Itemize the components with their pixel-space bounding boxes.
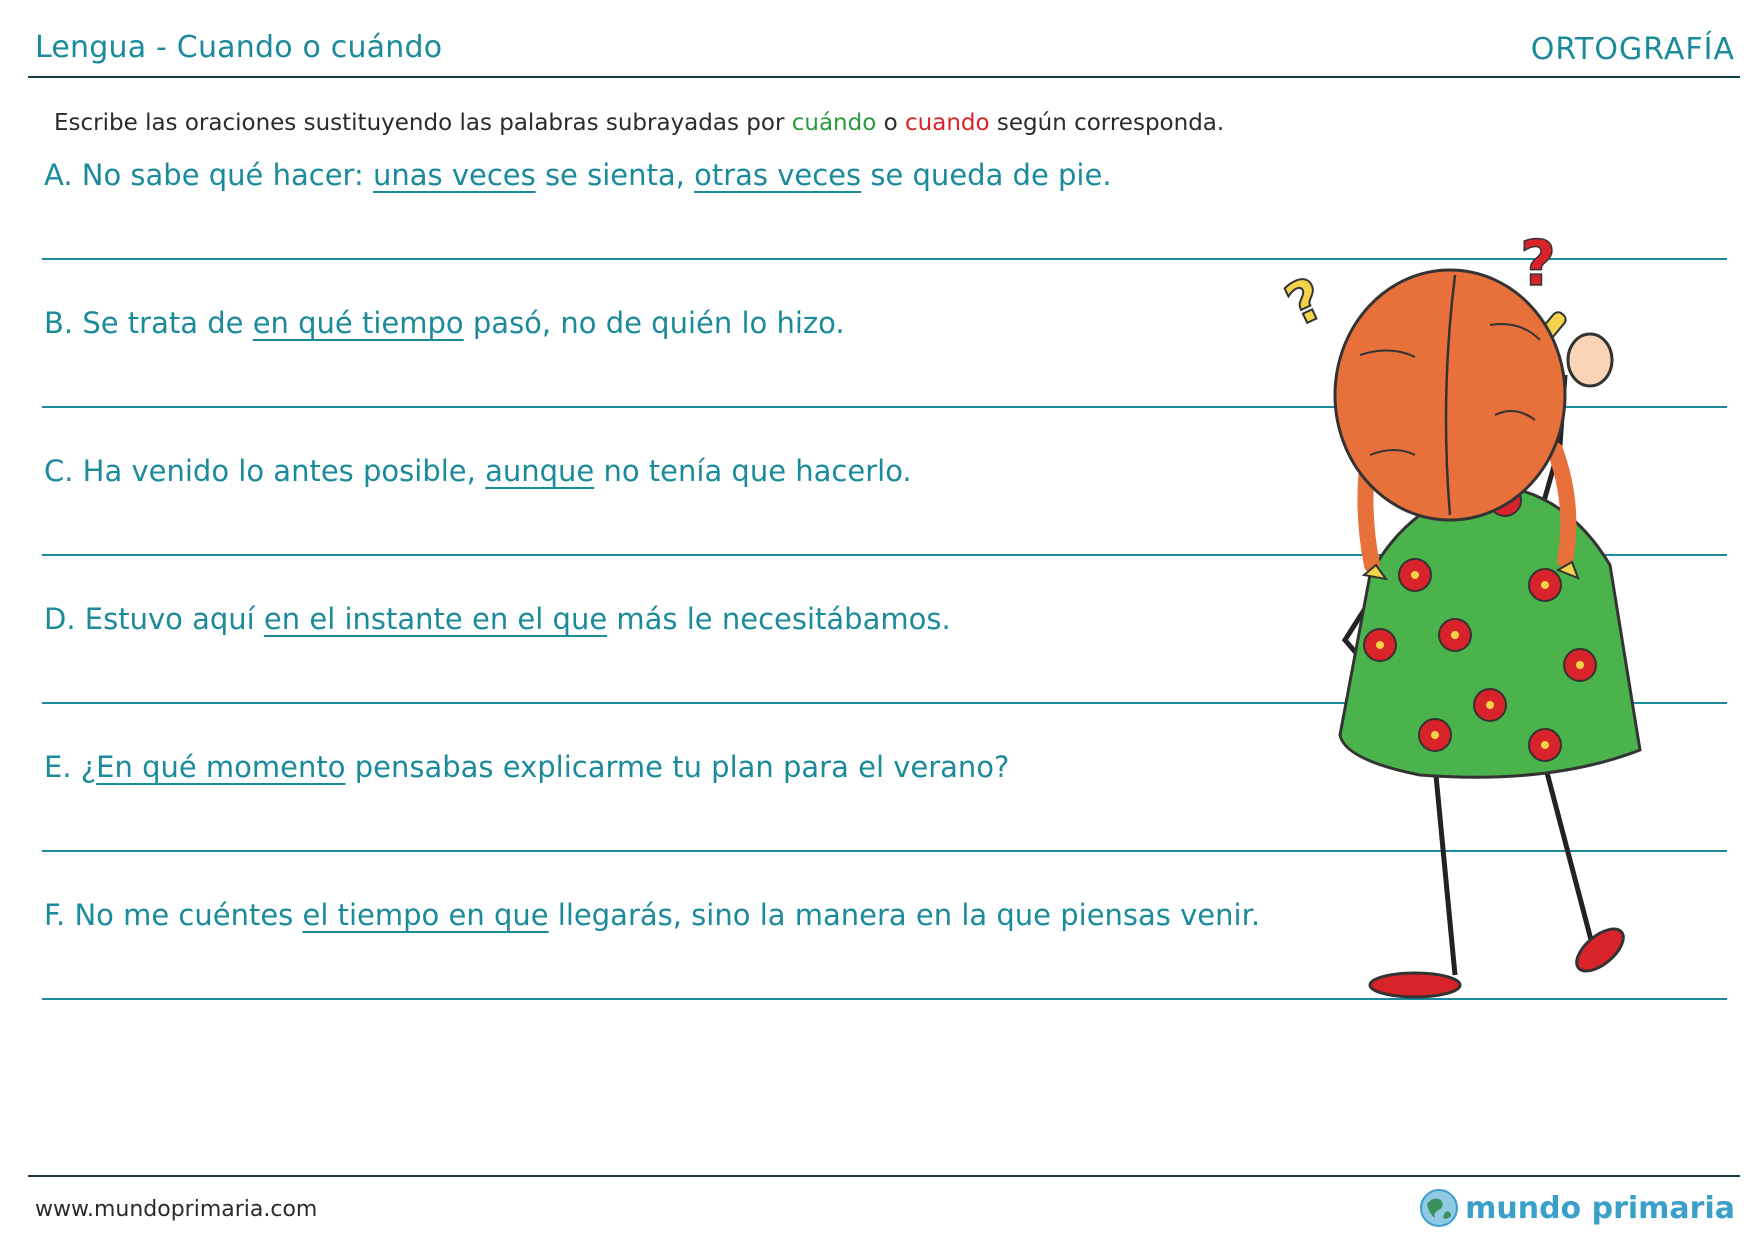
sentence-text: se queda de pie. xyxy=(861,158,1112,192)
exercise-sentence xyxy=(44,454,912,494)
question-mark-icon: ? xyxy=(1520,227,1556,300)
sentence-text: pasó, no de quién lo hizo. xyxy=(463,306,845,340)
sentence-text: A. No sabe qué hacer: xyxy=(44,158,373,192)
instructions-text-2: o xyxy=(876,110,905,136)
sentence-text: pensabas explicarme tu plan para el verano? xyxy=(345,750,1010,784)
footer-url[interactable]: www.mundoprimaria.com xyxy=(35,1197,318,1222)
sentence-text: se sienta, xyxy=(535,158,695,192)
footer-divider xyxy=(28,1175,1740,1177)
sentence-text: E. ¿ xyxy=(44,750,97,784)
exercise-sentence xyxy=(44,898,1260,938)
sentence-text: F. No me cuéntes xyxy=(44,898,303,932)
page-title: Lengua - Cuando o cuándo xyxy=(35,30,443,65)
underlined-phrase: aunque xyxy=(485,454,595,488)
sentence-text: llegarás, sino la manera en la que piensas venir. xyxy=(548,898,1261,932)
underlined-phrase: otras veces xyxy=(694,158,862,192)
sentence-text: no tenía que hacerlo. xyxy=(594,454,912,488)
girl-illustration xyxy=(1275,227,1690,1005)
sentence-text: D. Estuvo aquí xyxy=(44,602,264,636)
exercise-sentence xyxy=(44,158,1112,198)
sentence-text: B. Se trata de xyxy=(44,306,253,340)
keyword-cuando-accent: cuándo xyxy=(791,110,877,136)
sentence-text: más le necesitábamos. xyxy=(607,602,951,636)
underlined-phrase: en el instante en el que xyxy=(263,602,608,636)
logo-text: mundo primaria xyxy=(1465,1190,1735,1226)
globe-icon xyxy=(1419,1188,1459,1228)
instructions-text-1: Escribe las oraciones sustituyendo las palabras subrayadas por xyxy=(54,110,792,136)
underlined-phrase: en qué tiempo xyxy=(252,306,464,340)
exercise-sentence xyxy=(44,306,845,346)
underlined-phrase: el tiempo en que xyxy=(302,898,549,932)
underlined-phrase: unas veces xyxy=(372,158,536,192)
exercise-sentence xyxy=(44,602,951,642)
keyword-cuando: cuando xyxy=(905,110,990,136)
header-divider xyxy=(28,76,1740,78)
question-mark-icon: ? xyxy=(1275,263,1335,340)
subject-label: ORTOGRAFÍA xyxy=(1530,32,1735,67)
underlined-phrase: En qué momento xyxy=(96,750,346,784)
instructions xyxy=(54,110,1224,136)
mundo-primaria-logo[interactable] xyxy=(1419,1188,1735,1228)
sentence-text: C. Ha venido lo antes posible, xyxy=(44,454,486,488)
instructions-text-3: según corresponda. xyxy=(989,110,1225,136)
exercise-sentence xyxy=(44,750,1009,790)
